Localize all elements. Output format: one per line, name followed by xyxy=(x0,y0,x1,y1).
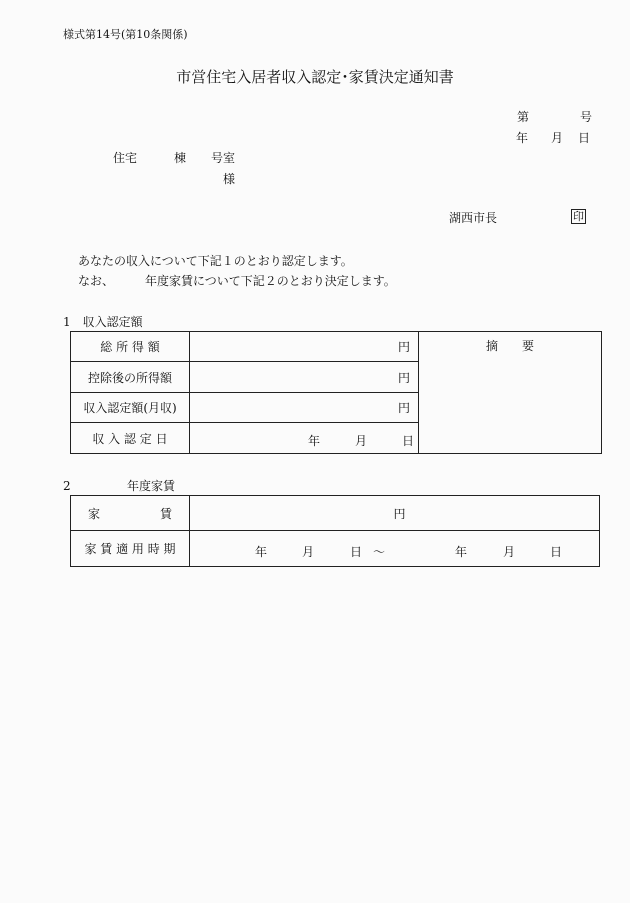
cert-date-month: 月 xyxy=(355,434,368,448)
period-end-day: 日 xyxy=(550,545,563,559)
document-title: 市営住宅入居者収入認定･家賃決定通知書 xyxy=(176,68,454,86)
form-number: 様式第14号(第10条関係) xyxy=(63,28,188,41)
rent-value[interactable] xyxy=(190,496,600,531)
period-end-month: 月 xyxy=(503,545,516,559)
cert-date-year: 年 xyxy=(308,434,321,448)
rent-table xyxy=(70,495,600,567)
seal-mark: 印 xyxy=(573,210,584,223)
period-start-day: 日 xyxy=(350,545,363,559)
period-end-year: 年 xyxy=(455,545,468,559)
remarks-cell[interactable] xyxy=(419,332,602,454)
section1-heading: 1 収入認定額 xyxy=(63,315,143,329)
rent-period-value[interactable] xyxy=(190,531,600,567)
period-separator: ～ xyxy=(373,545,386,559)
section2-heading: 年度家賃 xyxy=(127,479,176,493)
certification-date-label: 収 入 認 定 日 xyxy=(71,423,190,454)
certification-date-value[interactable] xyxy=(190,423,419,454)
rent-yen: 円 xyxy=(393,506,406,521)
rent-period-label: 家 賃 適 用 時 期 xyxy=(71,531,190,567)
monthly-income-label: 収入認定額(月収) xyxy=(71,393,190,423)
period-start-year: 年 xyxy=(255,545,268,559)
net-income-label: 控除後の所得額 xyxy=(71,362,190,393)
body-line-2-rest: 年度家賃について下記２のとおり決定します。 xyxy=(145,274,396,288)
period-start-month: 月 xyxy=(302,545,315,559)
rent-label: 家 賃 xyxy=(71,496,190,531)
date-month: 月 xyxy=(551,131,564,145)
remarks-label: 摘 要 xyxy=(485,339,534,353)
total-income-value[interactable]: 円 xyxy=(190,332,419,362)
monthly-income-value[interactable]: 円 xyxy=(190,393,419,423)
body-line-1: あなたの収入について下記１のとおり認定します。 xyxy=(78,254,353,268)
recipient-room: 号室 xyxy=(211,151,236,165)
doc-number-suffix: 号 xyxy=(580,110,593,124)
income-table xyxy=(70,331,602,454)
date-year: 年 xyxy=(516,131,529,145)
recipient-building: 棟 xyxy=(174,151,187,165)
date-day: 日 xyxy=(578,131,591,145)
recipient-housing: 住宅 xyxy=(113,151,138,165)
cert-date-day: 日 xyxy=(402,434,415,448)
net-income-value[interactable]: 円 xyxy=(190,362,419,393)
section2-number: 2 xyxy=(63,479,71,493)
doc-number-prefix: 第 xyxy=(517,110,530,124)
total-income-label: 総 所 得 額 xyxy=(71,332,190,362)
issuer-name: 湖西市長 xyxy=(449,211,498,225)
body-line-2-prefix: なお、 xyxy=(78,274,115,288)
recipient-honorific: 様 xyxy=(223,172,236,186)
